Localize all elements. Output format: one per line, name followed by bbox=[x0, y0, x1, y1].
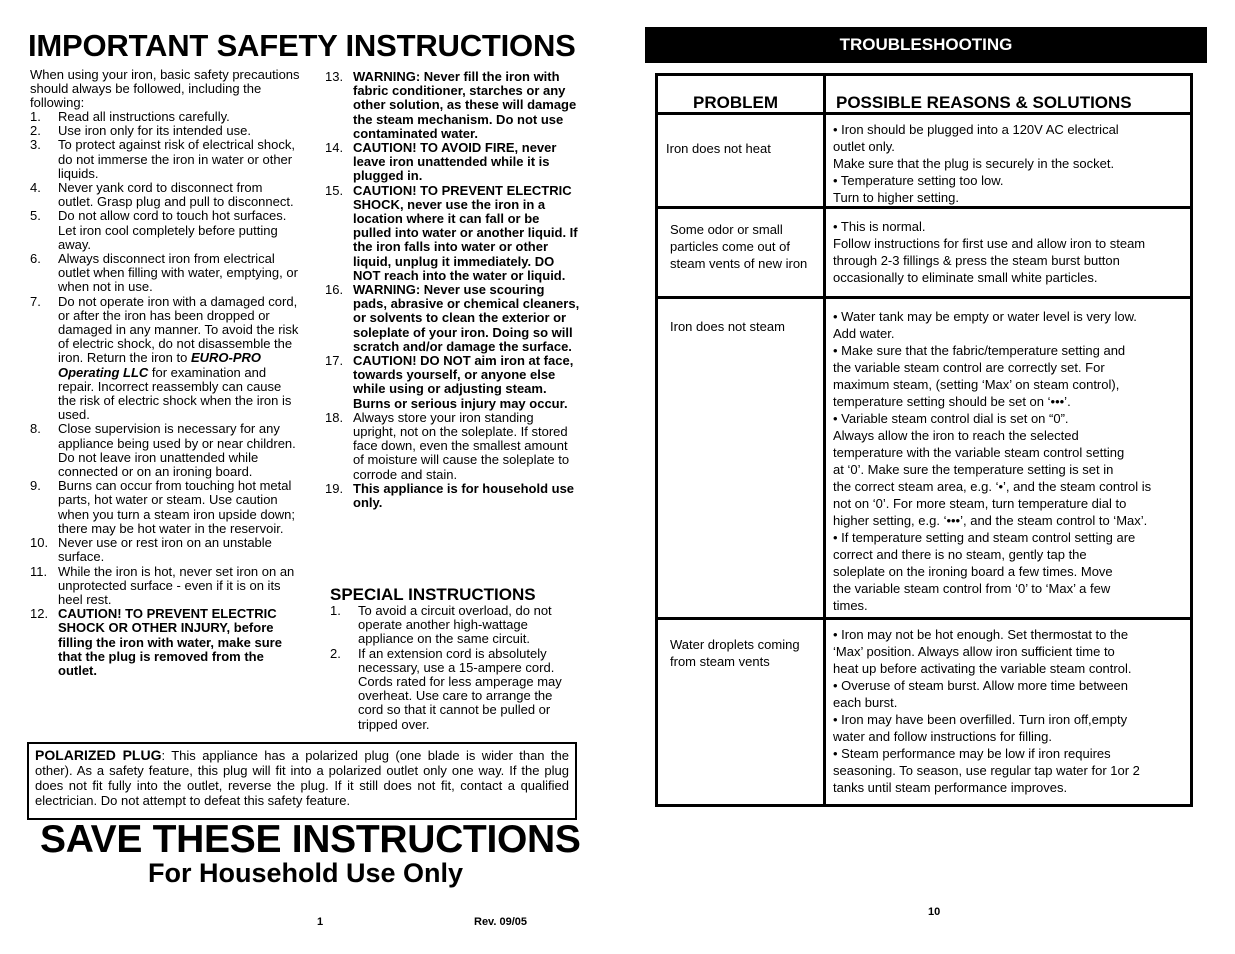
solution-cell: • Iron may not be hot enough. Set thermostat to the ‘Max’ position. Always allow iron sufficient time to heat up before activating the variable steam control. • Overuse of steam burst. Allow more time between each burst. • Iron may have been overfilled. Turn iron off,empty water and follow instructions for filling. • Steam performance may be low if iron requires seasoning. To season, use regular tap water for 1or 2 tanks until steam performance improves. bbox=[833, 627, 1140, 795]
list-item: 13. WARNING: Never fill the iron with fabric conditioner, starches or any other solution, as these will damage the steam mechanism. Do not use contaminated water. bbox=[325, 69, 577, 141]
list-item: 1. To avoid a circuit overload, do not operate another high-wattage appliance on the same circuit. bbox=[330, 603, 552, 647]
page-title: IMPORTANT SAFETY INSTRUCTIONS bbox=[28, 28, 576, 63]
problem-cell: Iron does not steam bbox=[670, 319, 785, 334]
special-instructions-list bbox=[330, 604, 575, 732]
problem-cell: Some odor or small particles come out of steam vents of new iron bbox=[670, 222, 808, 271]
list-item: 3. To protect against risk of electrical shock, do not immerse the iron in water or other liquids. bbox=[30, 137, 295, 181]
list-item: 15. CAUTION! TO PREVENT ELECTRIC SHOCK, never use the iron in a location where it can fall or be pulled into water or another liquid. If the iron falls into water or other liquid, unplug it immediately. DO NOT reach into the water or liquid. bbox=[325, 182, 578, 283]
column-divider bbox=[823, 76, 826, 804]
list-item: 2. If an extension cord is absolutely necessary, use a 15-ampere cord. Cords rated for less amperage may overheat. Use care to arrange the cord so that it cannot be pulled or tripped over. bbox=[330, 645, 562, 732]
revision-label: Rev. 09/05 bbox=[474, 916, 528, 928]
save-instructions-title: SAVE THESE INSTRUCTIONS bbox=[40, 818, 581, 861]
list-item: 10. Never use or rest iron on an unstable surface. bbox=[30, 535, 272, 565]
company-name: EURO-PRO Operating LLC bbox=[58, 350, 262, 380]
troubleshooting-header: TROUBLESHOOTING bbox=[645, 27, 1207, 63]
page-number-left: 1 bbox=[317, 916, 324, 928]
solution-cell: • Iron should be plugged into a 120V AC electrical outlet only. Make sure that the plug is securely in the socket. • Temperature setting too low. Turn to higher setting. bbox=[833, 122, 1119, 205]
list-item: 4. Never yank cord to disconnect from outlet. Grasp plug and pull to disconnect. bbox=[30, 180, 294, 210]
page-number-right: 10 bbox=[928, 906, 941, 918]
special-instructions-heading: SPECIAL INSTRUCTIONS bbox=[330, 585, 536, 604]
solution-cell: • Water tank may be empty or water level is very low. Add water. • Make sure that the fabric/temperature setting and the variable steam control are correctly set. For maximum steam, (setting ‘Max’ on steam control), temperature setting should be set on ‘•••’. • Variable steam control dial is set on “0”. Always allow the iron to reach the selected temperature with the variable steam control setting at ‘0’. Make sure the temperature setting is set in the correct steam area, e.g. ‘•’, and the steam control is not on ‘0’. For more steam, turn temperature dial to higher setting, e.g. ‘•••’, and the steam control to ‘Max’. • If temperature setting and steam control setting are correct and there is no steam, gently tap the soleplate on the ironing board a few times. Move the variable steam control from ‘0’ to ‘Max’ a few times. bbox=[833, 309, 1152, 613]
list-item: 7. Do not operate iron with a damaged cord, or after the iron has been dropped or damaged in any manner. To avoid the risk of electric shock, do not disassemble the iron. Return the iron to EURO-PRO Operating LLC for examination and repair. Incorrect reassembly can cause the risk of electric shock when the iron is used. bbox=[30, 293, 299, 423]
safety-list-column-1 bbox=[30, 110, 300, 678]
troubleshooting-table bbox=[655, 73, 1193, 807]
solutions-column-header: POSSIBLE REASONS & SOLUTIONS bbox=[836, 93, 1132, 112]
safety-list-column-2 bbox=[325, 70, 580, 510]
list-item: 11. While the iron is hot, never set iron on an unprotected surface - even if it is on its heel rest. bbox=[30, 563, 295, 607]
list-item: 17. CAUTION! DO NOT aim iron at face, towards yourself, or anyone else while using or adjusting steam. Burns or serious injury may occur. bbox=[325, 353, 574, 411]
intro-text: When using your iron, basic safety precautions should always be followed, including the following: bbox=[30, 67, 300, 111]
list-item: 2. Use iron only for its intended use. bbox=[30, 123, 251, 139]
solution-cell: • This is normal. Follow instructions for first use and allow iron to steam through 2-3 fillings & press the steam burst button occasionally to eliminate small white particles. bbox=[833, 219, 1146, 285]
problem-column-header: PROBLEM bbox=[693, 93, 778, 112]
list-item: 14. CAUTION! TO AVOID FIRE, never leave iron unattended while it is plugged in. bbox=[325, 140, 557, 184]
problem-cell: Iron does not heat bbox=[666, 141, 771, 156]
polarized-plug-box bbox=[27, 742, 577, 820]
list-item: 19. This appliance is for household use only. bbox=[325, 480, 575, 511]
list-item: 16. WARNING: Never use scouring pads, abrasive or chemical cleaners, or solvents to clean the exterior or soleplate of your iron. Doing so will scratch and/or damage the surface. bbox=[325, 282, 580, 354]
household-use-subtitle: For Household Use Only bbox=[148, 858, 464, 888]
list-item: 18. Always store your iron standing upright, not on the soleplate. If stored face down, even the smallest amount of moisture will cause the soleplate to corrode and stain. bbox=[325, 409, 570, 482]
list-item: 6. Always disconnect iron from electrical outlet when filling with water, emptying, or when not in use. bbox=[30, 251, 298, 295]
list-item: 5. Do not allow cord to touch hot surfaces. Let iron cool completely before putting away. bbox=[30, 208, 287, 252]
polarized-plug-heading: POLARIZED PLUG bbox=[35, 747, 162, 763]
row-divider bbox=[658, 296, 1190, 299]
list-item: 8. Close supervision is necessary for any appliance being used by or near children. Do not leave iron unattended while connected or on an ironing board. bbox=[30, 421, 296, 480]
problem-cell: Water droplets coming from steam vents bbox=[670, 637, 800, 669]
list-item: 1. Read all instructions carefully. bbox=[30, 109, 230, 124]
row-divider bbox=[658, 617, 1190, 620]
row-divider bbox=[658, 206, 1190, 209]
polarized-plug-text: : This appliance has a polarized plug (one blade is wider than the other). As a safety feature, this plug will fit into a polarized outlet only one way. If the plug does not fit fully into the outlet, reverse the plug. If it still does not fit, contact a qualified electrician. Do not attempt to defeat this safety feature. bbox=[35, 748, 569, 808]
list-item: 12. CAUTION! TO PREVENT ELECTRIC SHOCK OR OTHER INJURY, before filling the iron with water, make sure that the plug is removed from the outlet. bbox=[30, 606, 282, 678]
list-item: 9. Burns can occur from touching hot metal parts, hot water or steam. Use caution when you turn a steam iron upside down; there may be hot water in the reservoir. bbox=[30, 478, 296, 536]
